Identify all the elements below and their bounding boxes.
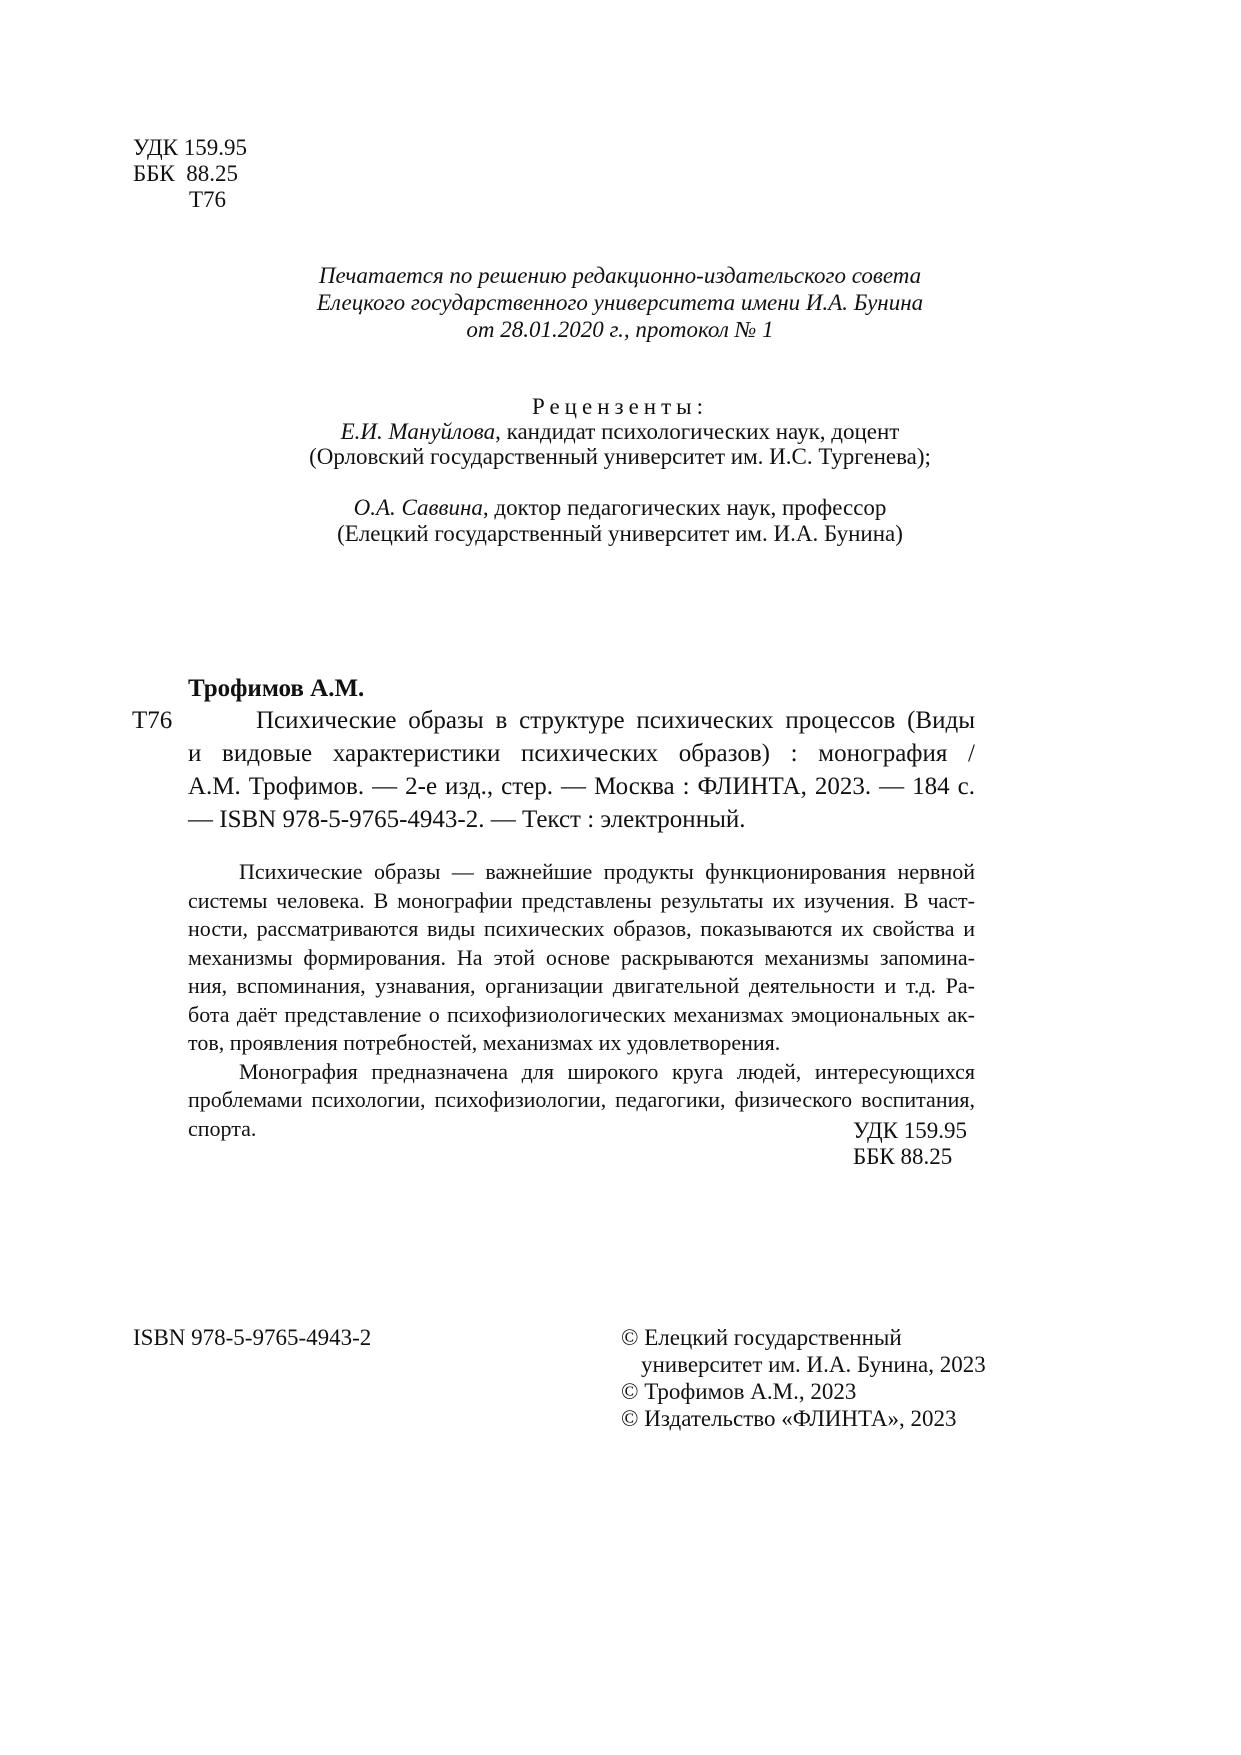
copyright-line: © Издательство «ФЛИНТА», 2023 xyxy=(621,1406,957,1431)
abstract-line: системы человека. В монографии представлены результаты их изучения. В част- xyxy=(188,887,975,913)
udk-code-top: УДК 159.95 xyxy=(133,135,247,160)
abstract-line: проблемами психологии, психофизиологии, педагогики, физического воспитания, xyxy=(188,1087,975,1112)
approval-line: Елецкого государственного университета имени И.А. Бунина xyxy=(316,290,924,315)
copyright-line: © Трофимов А.М., 2023 xyxy=(621,1379,857,1404)
reviewer-1-name: Е.И. Мануйлова xyxy=(340,419,496,444)
bib-line: — ISBN 978-5-9765-4943-2. — Текст : электронный. xyxy=(188,806,746,833)
abstract-line: Монография предназначена для широкого круга людей, интересующихся xyxy=(239,1058,975,1084)
abstract-line: бота даёт представление о психофизиологических механизмах эмоциональных ак- xyxy=(188,1001,975,1027)
abstract-line: Психические образы — важнейшие продукты функционирования нервной xyxy=(239,859,975,884)
approval-line: Печатается по решению редакционно-издательского совета xyxy=(318,263,922,288)
bib-line: и видовые характеристики психических образов) : монография / xyxy=(188,740,975,767)
copyright-line: © Елецкий государственный xyxy=(621,1325,902,1350)
approval-line: от 28.01.2020 г., протокол № 1 xyxy=(466,317,774,342)
abstract-line: спорта. xyxy=(188,1115,257,1141)
reviewer-2-org: (Елецкий государственный университет им. И.А. Бунина) xyxy=(337,521,903,546)
bbk-code-top: ББК 88.25 xyxy=(133,161,239,186)
reviewer-2 xyxy=(130,494,1110,521)
abstract-line: тов, проявления потребностей, механизмах их удовлетворения. xyxy=(188,1030,781,1055)
abstract-line: механизмы формирования. На этой основе раскрываются механизмы запомина- xyxy=(188,944,975,970)
bbk-code-bottom: ББК 88.25 xyxy=(853,1144,953,1169)
isbn: ISBN 978-5-9765-4943-2 xyxy=(133,1325,372,1350)
bib-line: А.М. Трофимов. — 2-е изд., стер. — Москва : ФЛИНТА, 2023. — 184 с. xyxy=(188,773,975,800)
author-mark-top: Т76 xyxy=(189,187,227,212)
bib-author: Трофимов А.М. xyxy=(188,675,365,702)
abstract-line: ности, рассматриваются виды психических образов, показываются их свойства и xyxy=(188,916,975,941)
udk-code-bottom: УДК 159.95 xyxy=(853,1118,967,1143)
copyright-block xyxy=(621,1324,986,1432)
reviewer-1 xyxy=(130,418,1110,445)
reviewer-1-title: , кандидат психологических наук, доцент xyxy=(495,419,900,444)
copyright-line: университет им. И.А. Бунина, 2023 xyxy=(641,1352,986,1377)
abstract xyxy=(188,858,975,1143)
reviewer-1-org: (Орловский государственный университет им. И.С. Тургенева); xyxy=(309,444,931,469)
reviewers-heading: Рецензенты: xyxy=(531,394,709,419)
reviewer-2-title: , доктор педагогических наук, профессор xyxy=(482,495,887,520)
bib-description xyxy=(188,704,975,836)
bib-mark: Т76 xyxy=(132,707,173,734)
abstract-line: ния, вспоминания, узнавания, организации двигательной деятельности и т.д. Ра- xyxy=(188,973,975,998)
reviewer-2-name: О.А. Саввина xyxy=(353,495,483,520)
approval-block xyxy=(130,262,1110,343)
bib-line: Психические образы в структуре психических процессов (Виды xyxy=(256,707,975,734)
